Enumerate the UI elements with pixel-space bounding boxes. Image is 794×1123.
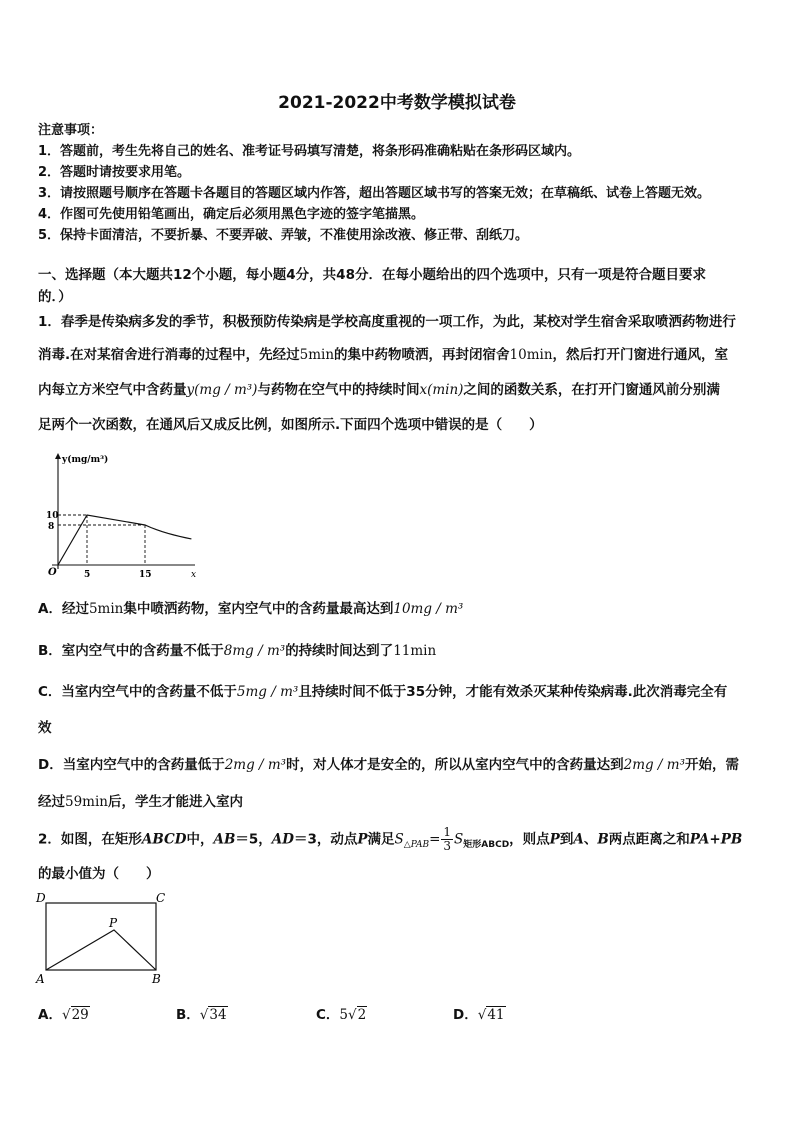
radicand: 34: [209, 1007, 227, 1023]
radicand: 29: [71, 1007, 89, 1023]
option-label: C．: [316, 1007, 340, 1023]
notes-item: 5．保持卡面清洁，不要折暴、不要弄破、弄皱，不准使用涂改液、修正带、刮纸刀。: [38, 228, 529, 243]
option-math: 2mg / m³: [623, 757, 685, 773]
q1-option-c-cont: 效: [38, 720, 52, 736]
q2-math: P: [549, 831, 560, 848]
q2-text: ＝3，动点: [293, 831, 358, 848]
tick-label-y: 10: [46, 511, 59, 521]
fraction-denominator: 3: [443, 839, 452, 853]
sqrt: √34: [199, 1007, 227, 1023]
option-text: B．室内空气中的含药量不低于: [38, 643, 224, 659]
section-line-2: 的．）: [38, 289, 72, 305]
radicand: 41: [487, 1007, 505, 1023]
option-text: 时，对人体才是安全的，所以从室内空气中的含药量达到: [286, 757, 624, 773]
label-d: D: [36, 891, 46, 905]
q1-text: 内每立方米空气中含药量: [38, 382, 187, 398]
q2-math-sub: △PAB: [403, 840, 430, 851]
q1-line-4: 足两个一次函数，在通风后又成反比例，如图所示.下面四个选项中错误的是（ ）: [38, 417, 543, 433]
q1-line-2: [38, 343, 728, 363]
fraction: [441, 826, 453, 853]
option-text: 后，学生才能进入室内: [108, 794, 243, 810]
q2-math: P: [357, 831, 368, 848]
q2-math-sub: 矩形ABCD: [463, 840, 510, 851]
fraction-numerator: 1: [443, 825, 452, 839]
label-p: P: [109, 916, 118, 930]
q2-figure: [32, 890, 172, 990]
triangle-pab: [46, 930, 156, 970]
series-line: [58, 515, 191, 565]
option-text: 经过: [38, 794, 65, 810]
q1-text: 的集中药物喷洒，再封闭宿舍: [334, 347, 510, 363]
q1-math: y(mg / m³): [186, 382, 258, 398]
notes-item: 3．请按照题号顺序在答题卡各题目的答题区域内作答，超出答题区域书写的答案无效；在草稿纸、试卷上答题无效。: [38, 186, 711, 201]
q2-text: ＝5，: [235, 831, 272, 848]
q2-text: 两点距离之和: [608, 831, 690, 848]
option-math: 59min: [65, 794, 108, 810]
option-text: 开始，需: [685, 757, 739, 773]
q1-math: 10min: [509, 347, 553, 363]
origin-label: O: [48, 567, 57, 578]
y-axis-arrow: [55, 453, 61, 459]
q1-text: 消毒.在对某宿舍进行消毒的过程中，先经过: [38, 347, 300, 363]
q2-math: S: [454, 831, 464, 848]
notes-item: 1．答题前，考生先将自己的姓名、准考证号码填写清楚，将条形码准确粘贴在条形码区域内。: [38, 144, 581, 159]
graph-plot: [46, 453, 196, 580]
question-2-line-2: 的最小值为（ ）: [38, 866, 160, 882]
option-label: A．: [38, 1007, 62, 1023]
option-label: D．: [453, 1007, 478, 1023]
q2-option-d[interactable]: [453, 1003, 506, 1023]
option-text: D．当室内空气中的含药量低于: [38, 757, 225, 773]
coefficient: 5: [339, 1007, 349, 1023]
q2-text: 满足: [367, 831, 395, 848]
option-math: 2mg / m³: [224, 757, 287, 773]
q1-text: 之间的函数关系，在打开门窗通风前分别满: [463, 382, 720, 398]
q1-option-d[interactable]: [38, 753, 739, 773]
page-title: 2021-2022中考数学模拟试卷: [278, 93, 516, 113]
q2-math: =: [429, 831, 441, 848]
option-text: C．当室内空气中的含药量不低于: [38, 684, 237, 700]
tick-label-x: 5: [84, 570, 91, 580]
option-math: 5mg / m³: [236, 684, 299, 700]
q2-math: AD: [271, 831, 294, 848]
q1-math: x(min): [419, 382, 464, 398]
notes-heading: 注意事项：: [38, 123, 104, 138]
sqrt: √41: [477, 1007, 505, 1023]
label-a: A: [36, 972, 45, 986]
section-line-1: 一、选择题（本大题共12个小题，每小题4分，共48分．在每小题给出的四个选项中，只有一项是符合题目要求: [38, 267, 706, 283]
q1-option-d-cont: [38, 790, 243, 810]
q2-math: AB: [213, 831, 236, 848]
y-axis-label: y(mg/m³): [62, 455, 109, 465]
q2-option-c[interactable]: [316, 1003, 367, 1023]
q1-graph: [38, 450, 228, 585]
q2-math: PA+PB: [689, 831, 743, 848]
q1-option-a[interactable]: [38, 597, 463, 617]
option-label: B．: [176, 1007, 200, 1023]
q2-text: ，则点: [509, 831, 550, 848]
x-axis-label: x: [191, 570, 197, 580]
option-text: 的持续时间达到了: [285, 643, 394, 659]
tick-label-y: 8: [48, 522, 55, 532]
q1-option-b[interactable]: [38, 639, 436, 659]
option-text: 集中喷洒药物，室内空气中的含药量最高达到: [123, 601, 394, 617]
q1-math: 5min: [299, 347, 335, 363]
q1-option-c[interactable]: [38, 680, 727, 700]
q2-option-b[interactable]: [176, 1003, 228, 1023]
option-math: 11min: [393, 643, 437, 659]
q1-line-1: 1．春季是传染病多发的季节，积极预防传染病是学校高度重视的一项工作，为此，某校对学生宿舍采取喷洒药物进行: [38, 314, 736, 330]
q2-text: 中，: [186, 831, 214, 848]
q1-line-3: [38, 378, 720, 398]
q1-text: ，然后打开门窗进行通风，室: [552, 347, 729, 363]
q2-math: S: [394, 831, 404, 848]
notes-block: [38, 120, 768, 246]
q2-math: A: [573, 831, 584, 848]
option-text: 且持续时间不低于35分钟，才能有效杀灭某种传染病毒.此次消毒完全有: [298, 684, 728, 700]
q2-text: 2．如图，在矩形: [38, 831, 142, 848]
section-heading: [38, 264, 763, 308]
sqrt: √29: [61, 1007, 89, 1023]
option-text: A．经过: [38, 601, 89, 617]
notes-item: 4．作图可先使用铅笔画出，确定后必须用黑色字迹的签字笔描黑。: [38, 207, 425, 222]
q2-option-a[interactable]: [38, 1003, 90, 1023]
label-b: B: [152, 972, 161, 986]
tick-label-x: 15: [139, 570, 152, 580]
question-2-line-1: [38, 826, 742, 853]
label-c: C: [156, 891, 166, 905]
q1-text: 与药物在空气中的持续时间: [257, 382, 420, 398]
q2-text: 、: [583, 831, 598, 848]
q2-text: 到: [559, 831, 574, 848]
option-math: 5min: [88, 601, 124, 617]
q2-math: B: [597, 831, 609, 848]
option-math: 8mg / m³: [223, 643, 286, 659]
radicand: 2: [357, 1007, 367, 1023]
option-math: 10mg / m³: [393, 601, 464, 617]
notes-item: 2．答题时请按要求用笔。: [38, 165, 191, 180]
q2-math: ABCD: [141, 831, 187, 848]
sqrt: √2: [348, 1007, 367, 1023]
